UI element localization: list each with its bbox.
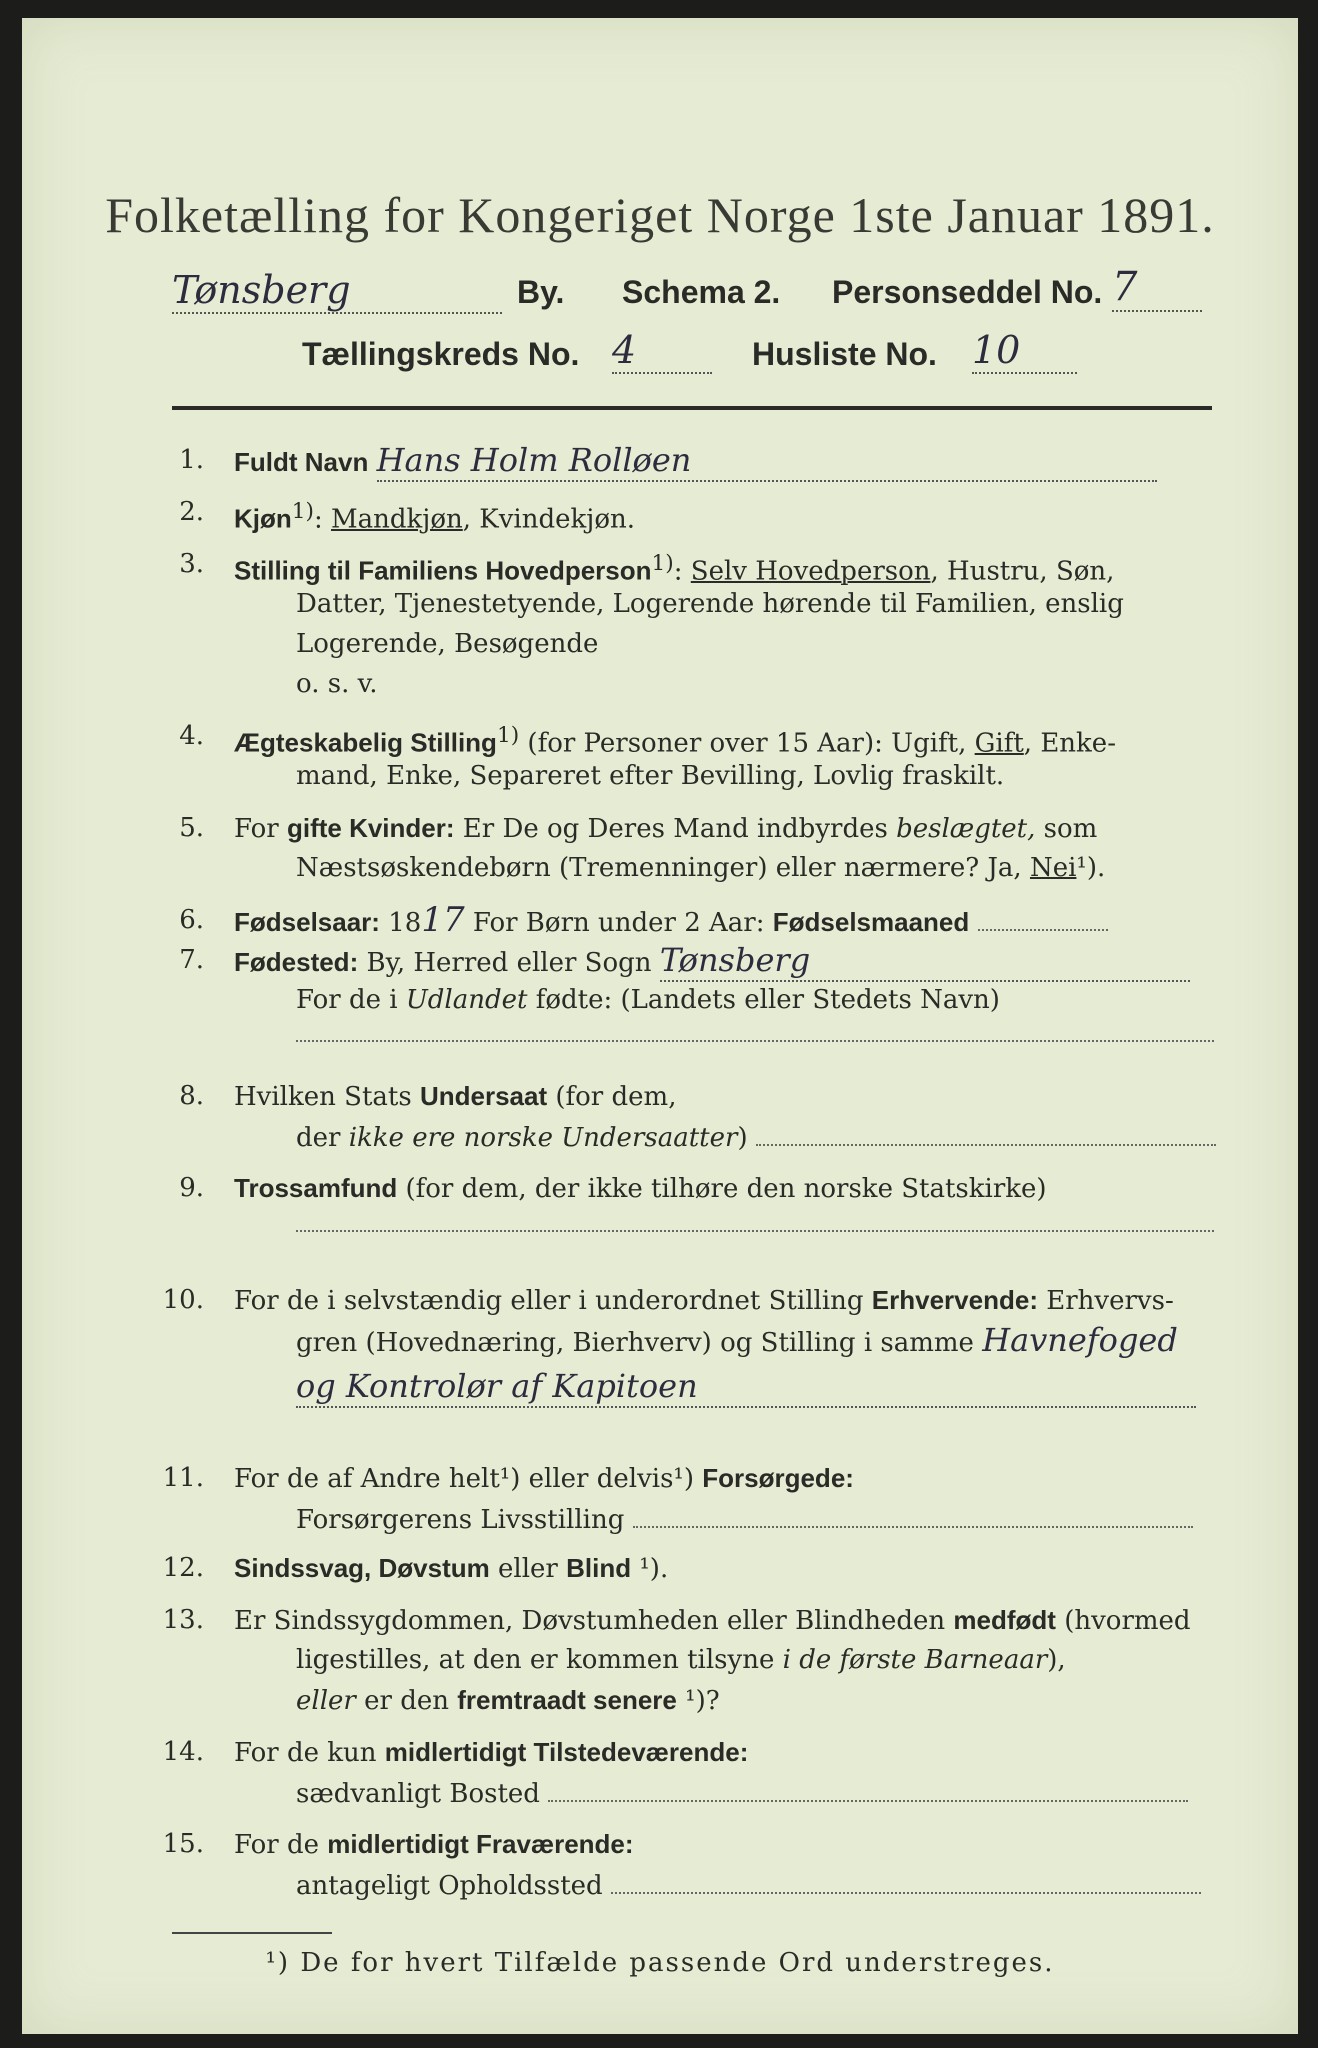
- nationality-line2: [296, 1116, 1276, 1158]
- disability-label: Sindssvag, Døvstum: [234, 1553, 490, 1583]
- congenital-line3-text: er den: [355, 1686, 458, 1716]
- religion-label: Trossamfund: [234, 1173, 398, 1203]
- congenital-line3-italic: eller: [296, 1686, 356, 1716]
- footnote: ¹) De for hvert Tilfælde passende Ord understreges.: [265, 1948, 1055, 1978]
- by-label: By.: [517, 274, 565, 310]
- family-position-line2: Datter, Tjenestetyende, Logerende hørende til Familien, enslig: [296, 589, 1124, 619]
- temporary-present-label: midlertidigt Tilstedeværende:: [384, 1737, 749, 1767]
- full-name-label: Fuldt Navn: [234, 447, 369, 477]
- item-number: 5.: [179, 813, 204, 843]
- sex-options: , Kvindekjøn.: [462, 504, 635, 535]
- birthplace-abroad-fill: [296, 1012, 1214, 1042]
- item-dependents: [234, 1458, 1214, 1499]
- dependents-fill: [633, 1498, 1193, 1528]
- item-number: 15.: [162, 1829, 204, 1859]
- married-women-label: gifte Kvinder:: [286, 813, 455, 843]
- birthplace-text: By, Herred eller Sogn: [358, 948, 652, 978]
- nationality-pre: Hvilken Stats: [234, 1082, 420, 1112]
- congenital-line3-label: fremtraadt senere: [457, 1685, 677, 1715]
- congenital-line3: [296, 1680, 1276, 1721]
- family-position-line3: Logerende, Besøgende: [296, 629, 599, 659]
- religion-text: (for dem, der ikke tilhøre den norske Statskirke): [397, 1174, 1047, 1204]
- item-sex: Kjøn$^{1)}$: Mandkjøn, Kvindekjøn.: [234, 499, 635, 535]
- married-women-pre: For: [234, 814, 287, 844]
- item-number: 1.: [179, 445, 204, 475]
- nationality-close: ): [737, 1123, 748, 1153]
- religion-fill: [296, 1202, 1214, 1232]
- husliste-number: 10: [972, 328, 1077, 374]
- nationality-der: der: [296, 1123, 349, 1153]
- dependents-line2-text: Forsørgerens Livsstilling: [296, 1505, 625, 1535]
- birth-year-value: 17: [421, 900, 465, 940]
- marital-status-label: Ægteskabelig Stilling: [234, 727, 497, 758]
- header-row-town: [172, 264, 1212, 318]
- family-position-label: Stilling til Familiens Hovedperson: [234, 555, 652, 586]
- header-divider: [172, 406, 1212, 410]
- temporary-absent-fill: [611, 1864, 1201, 1894]
- marital-status-text-end: , Enke-: [1023, 728, 1116, 759]
- marital-status-line2: mand, Enke, Separeret efter Bevilling, Lovlig fraskilt.: [296, 761, 1005, 791]
- family-position-options: , Hustru, Søn,: [930, 556, 1115, 587]
- husliste-label: Husliste No.: [752, 336, 937, 372]
- congenital-line2: [296, 1640, 1276, 1680]
- item-temporary-present: [234, 1732, 1214, 1773]
- item-family-position: Stilling til Familiens Hovedperson$^{1)}$: Selv Hovedperson, Hustru, Søn,: [234, 551, 1115, 587]
- married-women-ref: ¹).: [1076, 853, 1106, 883]
- item-number: 7.: [179, 945, 204, 975]
- item-number: 8.: [179, 1081, 204, 1111]
- congenital-label: medfødt: [953, 1605, 1056, 1635]
- married-women-line2: [296, 848, 1276, 888]
- birth-year-label: Fødselsaar:: [234, 907, 380, 937]
- full-name-value: Hans Holm Rolløen: [377, 440, 1157, 482]
- congenital-line2-end: ),: [1047, 1645, 1066, 1675]
- birthplace-abroad-text: fødte: (Landets eller Stedets Navn): [527, 985, 1000, 1015]
- item-congenital: [234, 1600, 1214, 1641]
- congenital-line2-italic: i de første Barneaar: [782, 1645, 1048, 1675]
- item-full-name: [234, 440, 1214, 483]
- footnote-ref: 1): [496, 723, 520, 748]
- birth-year-prefix: 18: [388, 908, 422, 938]
- occupation-line2-text: gren (Hovednæring, Bierhverv) og Stilling i samme: [296, 1328, 974, 1358]
- occupation-line2: [296, 1320, 1276, 1363]
- schema-label: Schema 2.: [622, 274, 781, 310]
- occupation-value-2: og Kontrolør af Kapitoen: [296, 1366, 1196, 1408]
- congenital-line3-end: ¹)?: [676, 1686, 720, 1716]
- item-number: 14.: [162, 1737, 204, 1767]
- item-number: 12.: [162, 1553, 204, 1583]
- birthplace-label: Fødested:: [234, 947, 359, 977]
- family-position-line4: o. s. v.: [296, 669, 378, 699]
- dependents-label: Forsørgede:: [702, 1463, 854, 1493]
- item-number: 11.: [162, 1463, 204, 1493]
- item-birth-year: [234, 900, 1214, 943]
- nationality-text: (for dem,: [547, 1082, 677, 1112]
- nationality-fill: [756, 1116, 1216, 1146]
- birthplace-abroad-italic: Udlandet: [405, 985, 528, 1015]
- item-number: 10.: [162, 1285, 204, 1315]
- item-number: 6.: [179, 905, 204, 935]
- sex-label: Kjøn: [234, 503, 292, 534]
- temporary-present-pre: For de kun: [234, 1738, 385, 1768]
- birth-month-text: For Børn under 2 Aar:: [472, 908, 773, 938]
- kreds-label: Tællingskreds No.: [302, 336, 580, 372]
- item-occupation: [234, 1280, 1214, 1321]
- birth-month-label: Fødselsmaaned: [772, 907, 970, 937]
- married-women-question: Næstsøskendebørn (Tremenninger) eller nærmere? Ja,: [296, 853, 1030, 883]
- item-number: 9.: [179, 1173, 204, 1203]
- temporary-absent-line2: [296, 1864, 1276, 1906]
- town-handwritten: Tønsberg: [172, 268, 502, 314]
- married-women-italic: beslægtet,: [896, 814, 1036, 844]
- birth-month-fill: [978, 901, 1108, 931]
- item-nationality: [234, 1076, 1214, 1117]
- congenital-line2-pre: ligestilles, at den er kommen tilsyne: [296, 1645, 783, 1675]
- temporary-present-fill: [548, 1772, 1188, 1802]
- occupation-line3: [296, 1366, 1214, 1409]
- married-women-selected: Nei: [1029, 853, 1077, 883]
- disability-label-2: Blind: [566, 1553, 632, 1583]
- item-disability: [234, 1548, 1214, 1589]
- temporary-absent-label: midlertidigt Fraværende:: [327, 1829, 634, 1859]
- kreds-number: 4: [612, 328, 712, 374]
- footnote-ref: 1): [291, 499, 314, 524]
- congenital-pre: Er Sindssygdommen, Døvstumheden eller Blindheden: [234, 1606, 954, 1636]
- sex-selected: Mandkjøn: [331, 504, 463, 535]
- personseddel-number: 7: [1112, 264, 1202, 312]
- form-title: Folketælling for Kongeriget Norge 1ste Januar 1891.: [105, 187, 1215, 243]
- footnote-ref: 1): [651, 551, 674, 576]
- footnote-divider: [172, 1932, 332, 1934]
- family-position-selected: Selv Hovedperson: [690, 556, 931, 587]
- birthplace-abroad-pre: For de i: [296, 985, 406, 1015]
- dependents-line2: [296, 1498, 1276, 1540]
- census-form-sheet: [22, 18, 1298, 2034]
- nationality-italic: ikke ere norske Undersaatter: [348, 1123, 738, 1153]
- married-women-end: som: [1035, 814, 1098, 844]
- marital-status-selected: Gift: [974, 728, 1024, 759]
- occupation-pre: For de i selvstændig eller i underordnet Stilling: [234, 1286, 872, 1316]
- temporary-present-line2: [296, 1772, 1276, 1814]
- occupation-text: Erhvervs-: [1037, 1286, 1174, 1316]
- disability-end: ¹).: [631, 1554, 669, 1584]
- married-women-text: Er De og Deres Mand indbyrdes: [454, 814, 897, 844]
- item-birthplace: [234, 940, 1214, 983]
- occupation-label: Erhvervende:: [871, 1285, 1038, 1315]
- temporary-present-line2-text: sædvanligt Bosted: [296, 1779, 540, 1809]
- personseddel-label: Personseddel No.: [832, 274, 1103, 310]
- item-number: 2.: [179, 497, 204, 527]
- disability-mid: eller: [489, 1554, 567, 1584]
- item-married-women: [234, 808, 1214, 849]
- birthplace-value: Tønsberg: [660, 940, 1190, 982]
- temporary-absent-pre: For de: [234, 1830, 328, 1860]
- item-number: 13.: [162, 1605, 204, 1635]
- occupation-value-1: Havnefoged: [982, 1321, 1178, 1359]
- item-number: 4.: [179, 721, 204, 751]
- header-row-kreds: [172, 330, 1212, 380]
- item-temporary-absent: [234, 1824, 1214, 1865]
- dependents-pre: For de af Andre helt¹) eller delvis¹): [234, 1464, 703, 1494]
- nationality-label: Undersaat: [419, 1081, 548, 1111]
- temporary-absent-line2-text: antageligt Opholdssted: [296, 1871, 603, 1901]
- item-number: 3.: [179, 549, 204, 579]
- congenital-text: (hvormed: [1055, 1606, 1191, 1636]
- marital-status-text: (for Personer over 15 Aar): Ugift,: [519, 728, 975, 759]
